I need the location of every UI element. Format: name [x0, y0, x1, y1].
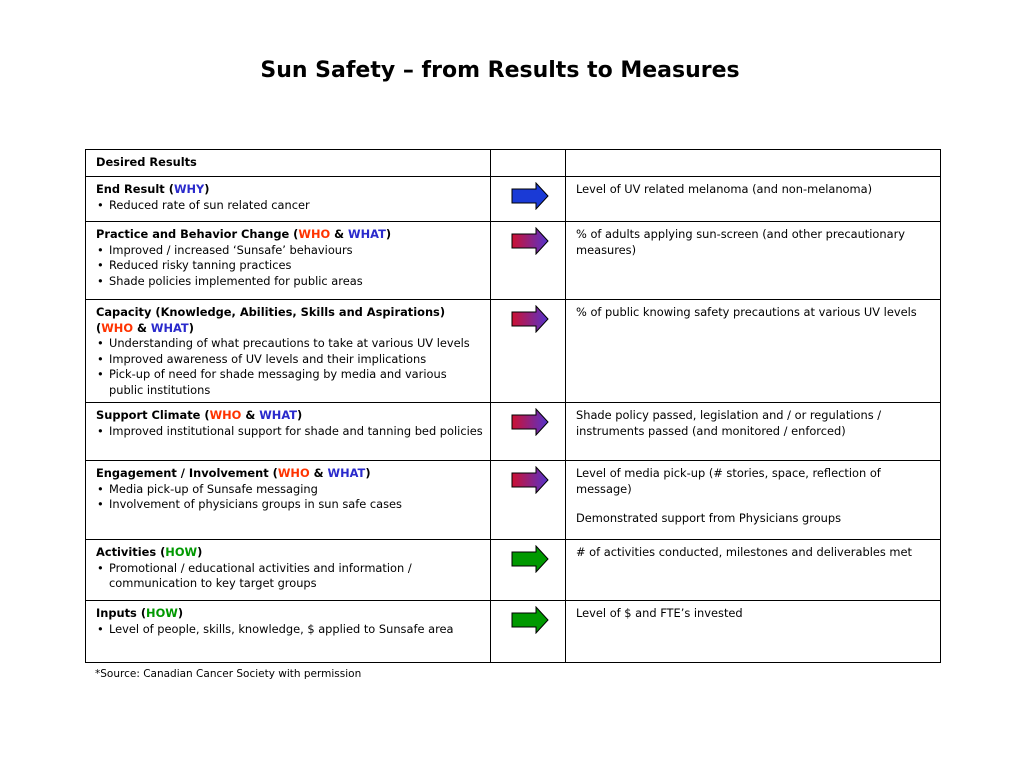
arrow-cell [491, 300, 566, 403]
green-arrow-icon [511, 606, 549, 634]
measure-cell [566, 300, 941, 403]
measure-text: Level of UV related melanoma (and non-melanoma) [576, 182, 873, 196]
row-heading: Activities (HOW) [96, 545, 203, 559]
measure-cell [566, 403, 941, 461]
gradient-arrow-icon [511, 305, 549, 333]
row-title: End Result [96, 182, 169, 196]
header-desired-results: Desired Results [86, 150, 491, 177]
list-item: • Reduced risky tanning practices [96, 258, 484, 274]
measure-text: Demonstrated support from Physicians groups [576, 511, 842, 525]
paragraph-gap [576, 497, 934, 511]
measure-cell [566, 177, 941, 222]
desired-result-cell [86, 540, 491, 601]
page-title: Sun Safety – from Results to Measures [260, 58, 740, 83]
row-title: Support Climate [96, 408, 205, 422]
row-heading: Practice and Behavior Change (WHO & WHAT) [96, 227, 392, 241]
list-item: • Reduced rate of sun related cancer [96, 198, 484, 214]
table-row [86, 300, 941, 403]
table-row [86, 403, 941, 461]
gradient-arrow-icon [511, 227, 549, 255]
tag-why: WHY [173, 182, 205, 196]
tag-who: WHO [209, 408, 242, 422]
tag-what: WHAT [259, 408, 298, 422]
list-item: • Shade policies implemented for public areas [96, 274, 484, 290]
measure-cell [566, 540, 941, 601]
tag-what: WHAT [348, 227, 386, 241]
tag-who: WHO [101, 320, 133, 335]
ampersand: & [245, 408, 256, 422]
desired-result-cell [86, 300, 491, 403]
measure-text: % of public knowing safety precautions at various UV levels [576, 305, 917, 319]
row-title: Capacity (Knowledge, Abilities, Skills and Aspirations) [96, 305, 446, 319]
row-heading: Support Climate (WHO & WHAT) [96, 408, 303, 422]
table-row [86, 601, 941, 663]
tag-what: WHAT [327, 466, 366, 480]
header-measures-column [566, 150, 941, 177]
ampersand: & [313, 466, 324, 480]
measure-cell [566, 461, 941, 540]
ampersand: & [334, 227, 345, 241]
list-item: • Level of people, skills, knowledge, $ applied to Sunsafe area [96, 622, 484, 638]
desired-result-cell [86, 403, 491, 461]
tag-what: WHAT [150, 320, 189, 335]
results-measures-table [85, 149, 941, 663]
measure-text: % of adults applying sun-screen (and other precautionary measures) [576, 227, 906, 257]
bullet-list [96, 622, 484, 638]
table-row [86, 177, 941, 222]
arrow-cell [491, 461, 566, 540]
list-item: • Understanding of what precautions to take at various UV levels [96, 336, 484, 352]
bullet-list [96, 243, 484, 290]
tag-how: HOW [165, 545, 198, 559]
arrow-cell [491, 222, 566, 300]
table-row [86, 540, 941, 601]
bullet-list [96, 336, 484, 398]
ampersand: & [136, 320, 147, 335]
measure-text: Shade policy passed, legislation and / or regulations / instruments passed (and monitored / enforced) [576, 408, 882, 438]
measure-text: Level of $ and FTE’s invested [576, 606, 743, 620]
tag-how: HOW [146, 606, 178, 620]
row-heading: Engagement / Involvement (WHO & WHAT) [96, 466, 371, 480]
list-item: • Improved / increased ‘Sunsafe’ behaviours [96, 243, 484, 259]
tag-who: WHO [298, 227, 331, 241]
table-row [86, 461, 941, 540]
desired-result-cell [86, 177, 491, 222]
arrow-cell [491, 403, 566, 461]
arrow-cell [491, 177, 566, 222]
list-item: • Promotional / educational activities and information / communication to key target groups [96, 561, 484, 592]
row-heading: Capacity (Knowledge, Abilities, Skills and Aspirations) (WHO & WHAT) [96, 305, 446, 335]
list-item: • Improved institutional support for shade and tanning bed policies [96, 424, 484, 440]
list-item: • Pick-up of need for shade messaging by media and various public institutions [96, 367, 484, 398]
measure-cell [566, 601, 941, 663]
tag-who: WHO [277, 466, 310, 480]
measure-cell [566, 222, 941, 300]
arrow-cell [491, 601, 566, 663]
row-title: Inputs [96, 606, 141, 620]
bullet-list [96, 561, 484, 592]
measure-text: # of activities conducted, milestones and deliverables met [576, 545, 912, 559]
source-note: *Source: Canadian Cancer Society with permission [95, 668, 362, 680]
measure-text: Level of media pick-up (# stories, space, reflection of message) [576, 466, 881, 496]
gradient-arrow-icon [511, 408, 549, 436]
header-arrow-column [491, 150, 566, 177]
gradient-arrow-icon [511, 466, 549, 494]
bullet-list [96, 424, 484, 440]
row-title: Engagement / Involvement [96, 466, 273, 480]
desired-result-cell [86, 461, 491, 540]
blue-arrow-icon [511, 182, 549, 210]
row-title: Practice and Behavior Change [96, 227, 294, 241]
row-title: Activities [96, 545, 161, 559]
bullet-list [96, 198, 484, 214]
table-header-row [86, 150, 941, 177]
arrow-cell [491, 540, 566, 601]
list-item: • Media pick-up of Sunsafe messaging [96, 482, 484, 498]
desired-result-cell [86, 601, 491, 663]
row-heading: Inputs (HOW) [96, 606, 184, 620]
list-item: • Improved awareness of UV levels and their implications [96, 352, 484, 368]
list-item: • Involvement of physicians groups in sun safe cases [96, 497, 484, 513]
green-arrow-icon [511, 545, 549, 573]
bullet-list [96, 482, 484, 513]
row-heading: End Result (WHY) [96, 182, 210, 196]
table-row [86, 222, 941, 300]
desired-result-cell [86, 222, 491, 300]
